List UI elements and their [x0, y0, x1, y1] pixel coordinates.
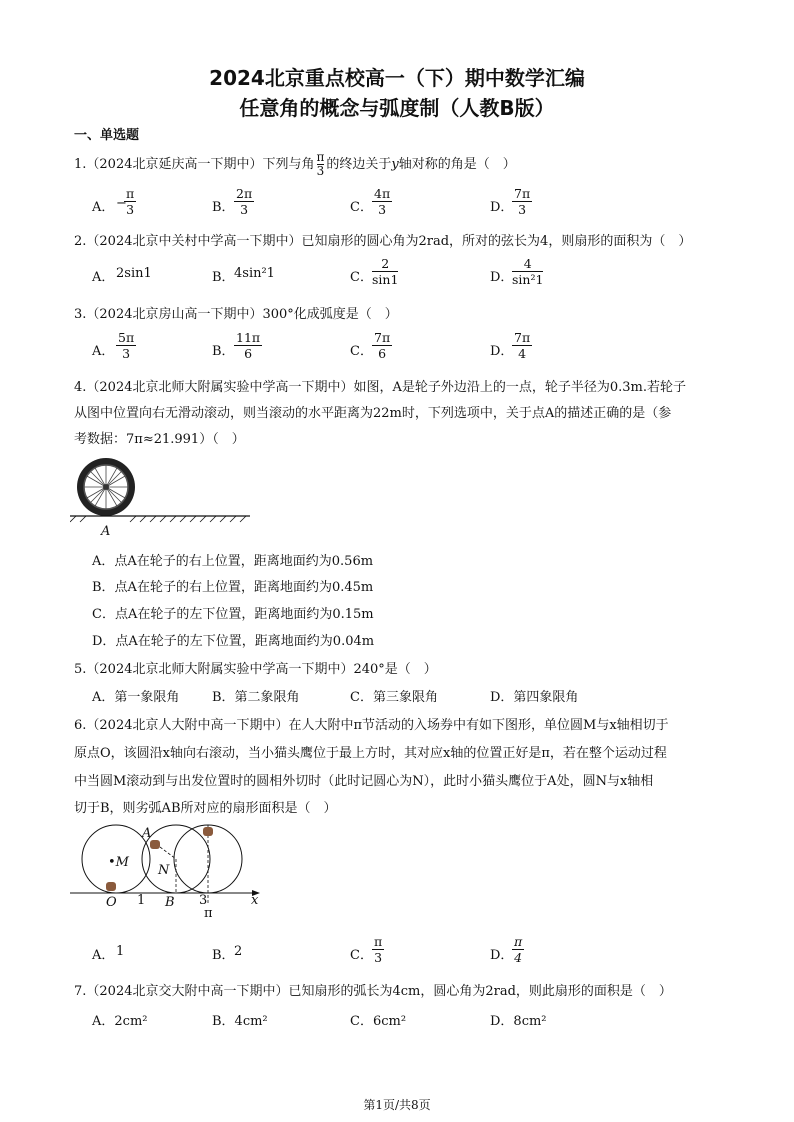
q6-option-c-label: C． — [350, 948, 373, 963]
q1-option-a-label: A． — [92, 200, 115, 215]
fig-label-1: 1 — [137, 893, 146, 908]
q1-option-c: $\frac{4\pi}{3}$ — [374, 186, 391, 217]
q3-option-c: $\frac{7\pi}{6}$ — [374, 330, 391, 361]
q4-stem-line3: 考数据：7π≈21.991）（ ） — [74, 432, 245, 447]
q5-option-c: C．第三象限角 — [350, 690, 438, 705]
q3-option-b-label: B． — [212, 344, 235, 359]
q6-option-b: 2 — [234, 944, 243, 959]
q4-option-d: D．点A在轮子的左下位置，距离地面约为0.04m — [92, 634, 375, 649]
q5-option-b: B．第二象限角 — [212, 690, 300, 705]
fig-label-o: O — [106, 895, 117, 910]
q6-option-d-label: D． — [490, 948, 514, 963]
q1-option-a-sign: − — [116, 196, 127, 211]
owl-a — [150, 840, 160, 849]
q6-stem-line4: 切于B，则劣弧AB所对应的扇形面积是（ ） — [74, 801, 337, 816]
q7-option-a: A．2cm² — [92, 1014, 148, 1029]
q3-stem: 3.（2024北京房山高一下期中）300°化成弧度是（ ） — [74, 307, 398, 322]
q3-option-c-label: C． — [350, 344, 373, 359]
wheel-hub — [103, 484, 109, 490]
q3-option-d-label: D． — [490, 344, 514, 359]
q2-option-b-label: B． — [212, 270, 235, 285]
q5-option-a: A．第一象限角 — [92, 690, 180, 705]
q4-stem-line1: 4.（2024北京北师大附属实验中学高一下期中）如图，A是轮子外边沿上的一点，轮子半径为0.3m.若轮子 — [74, 380, 687, 395]
q6-option-c: $\frac{\pi}{3}$ — [374, 934, 383, 965]
q6-option-a-label: A． — [92, 948, 115, 963]
fig-label-3: 3 — [199, 893, 208, 908]
q4-point-a-label: A — [101, 524, 111, 539]
q4-option-a: A．点A在轮子的右上位置，距离地面约为0.56m — [92, 554, 374, 569]
q7-option-d: D．8cm² — [490, 1014, 547, 1029]
q2-stem: 2.（2024北京中关村中学高一下期中）已知扇形的圆心角为2rad，所对的弦长为4，则扇形的面积为（ ） — [74, 234, 692, 249]
fig-label-a: A — [142, 826, 152, 841]
q2-option-a: 2sin1 — [116, 266, 152, 281]
wheel-figure — [70, 456, 260, 546]
q2-option-b: 4sin²1 — [234, 266, 275, 281]
q6-stem-line3: 中当圆M滚动到与出发位置时的圆相外切时（此时记圆心为N），此时小猫头鹰位于A处，圆N与x轴相 — [74, 774, 654, 789]
owl-start — [106, 882, 116, 891]
q2-option-d-label: D． — [490, 270, 514, 285]
q1-option-d: $\frac{7\pi}{3}$ — [514, 186, 531, 217]
q1-stem: 1.（2024北京延庆高一下期中）下列与角 $\frac{\pi}{3}$ 的终边关于y轴对称的角是（ ） — [74, 150, 516, 178]
owl-top — [203, 827, 213, 836]
page-title: 2024北京重点校高一（下）期中数学汇编 — [209, 66, 585, 90]
fig-label-pi: π — [204, 906, 213, 921]
q6-option-d: $\frac{\pi}{4}$ — [514, 934, 523, 965]
q6-option-a: 1 — [116, 944, 125, 959]
q4-option-b: B．点A在轮子的右上位置，距离地面约为0.45m — [92, 580, 374, 595]
section-heading: 一、单选题 — [74, 128, 140, 143]
fig-label-n: N — [158, 863, 170, 878]
fig-label-b: B — [165, 895, 175, 910]
q1-option-d-label: D． — [490, 200, 514, 215]
q5-stem: 5.（2024北京北师大附属实验中学高一下期中）240°是（ ） — [74, 662, 437, 677]
ground-hatching — [70, 516, 246, 522]
q2-option-c: $\frac{2}{\sin 1}$ — [372, 256, 399, 287]
q1-option-a: $\frac{\pi}{3}$ — [126, 186, 135, 217]
q7-option-b: B．4cm² — [212, 1014, 268, 1029]
fig-label-m: •M — [108, 855, 129, 870]
q3-option-d: $\frac{7\pi}{4}$ — [514, 330, 531, 361]
page-subtitle: 任意角的概念与弧度制（人教B版） — [239, 96, 555, 120]
q7-option-c: C．6cm² — [350, 1014, 407, 1029]
fig-label-x: x — [251, 893, 259, 908]
q4-stem-line2: 从图中位置向右无滑动滚动，则当滚动的水平距离为22m时，下列选项中，关于点A的描述正确的是（参 — [74, 406, 672, 421]
q2-option-c-label: C． — [350, 270, 373, 285]
q3-option-a: $\frac{5\pi}{3}$ — [118, 330, 135, 361]
q1-option-c-label: C． — [350, 200, 373, 215]
q7-stem: 7.（2024北京交大附中高一下期中）已知扇形的弧长为4cm，圆心角为2rad，则此扇形的面积是（ ） — [74, 984, 672, 999]
q2-option-d: $\frac{4}{\text{sin²1}}$ — [512, 256, 544, 287]
q3-option-b: $\frac{11\pi}{6}$ — [236, 330, 261, 361]
q1-option-b-label: B． — [212, 200, 235, 215]
q6-stem-line1: 6.（2024北京人大附中高一下期中）在人大附中π节活动的入场券中有如下图形，单位圆M与x轴相切于 — [74, 718, 669, 733]
q6-option-b-label: B． — [212, 948, 235, 963]
q3-option-a-label: A． — [92, 344, 115, 359]
page-footer: 第1页/共8页 — [363, 1098, 431, 1112]
q5-option-d: D．第四象限角 — [490, 690, 579, 705]
q6-stem-line2: 原点O，该圆沿x轴向右滚动，当小猫头鹰位于最上方时，其对应x轴的位置正好是π，若在整个运动过程 — [74, 746, 667, 761]
q4-option-c: C．点A在轮子的左下位置，距离地面约为0.15m — [92, 607, 374, 622]
q1-option-b: $\frac{2\pi}{3}$ — [236, 186, 253, 217]
q2-option-a-label: A． — [92, 270, 115, 285]
